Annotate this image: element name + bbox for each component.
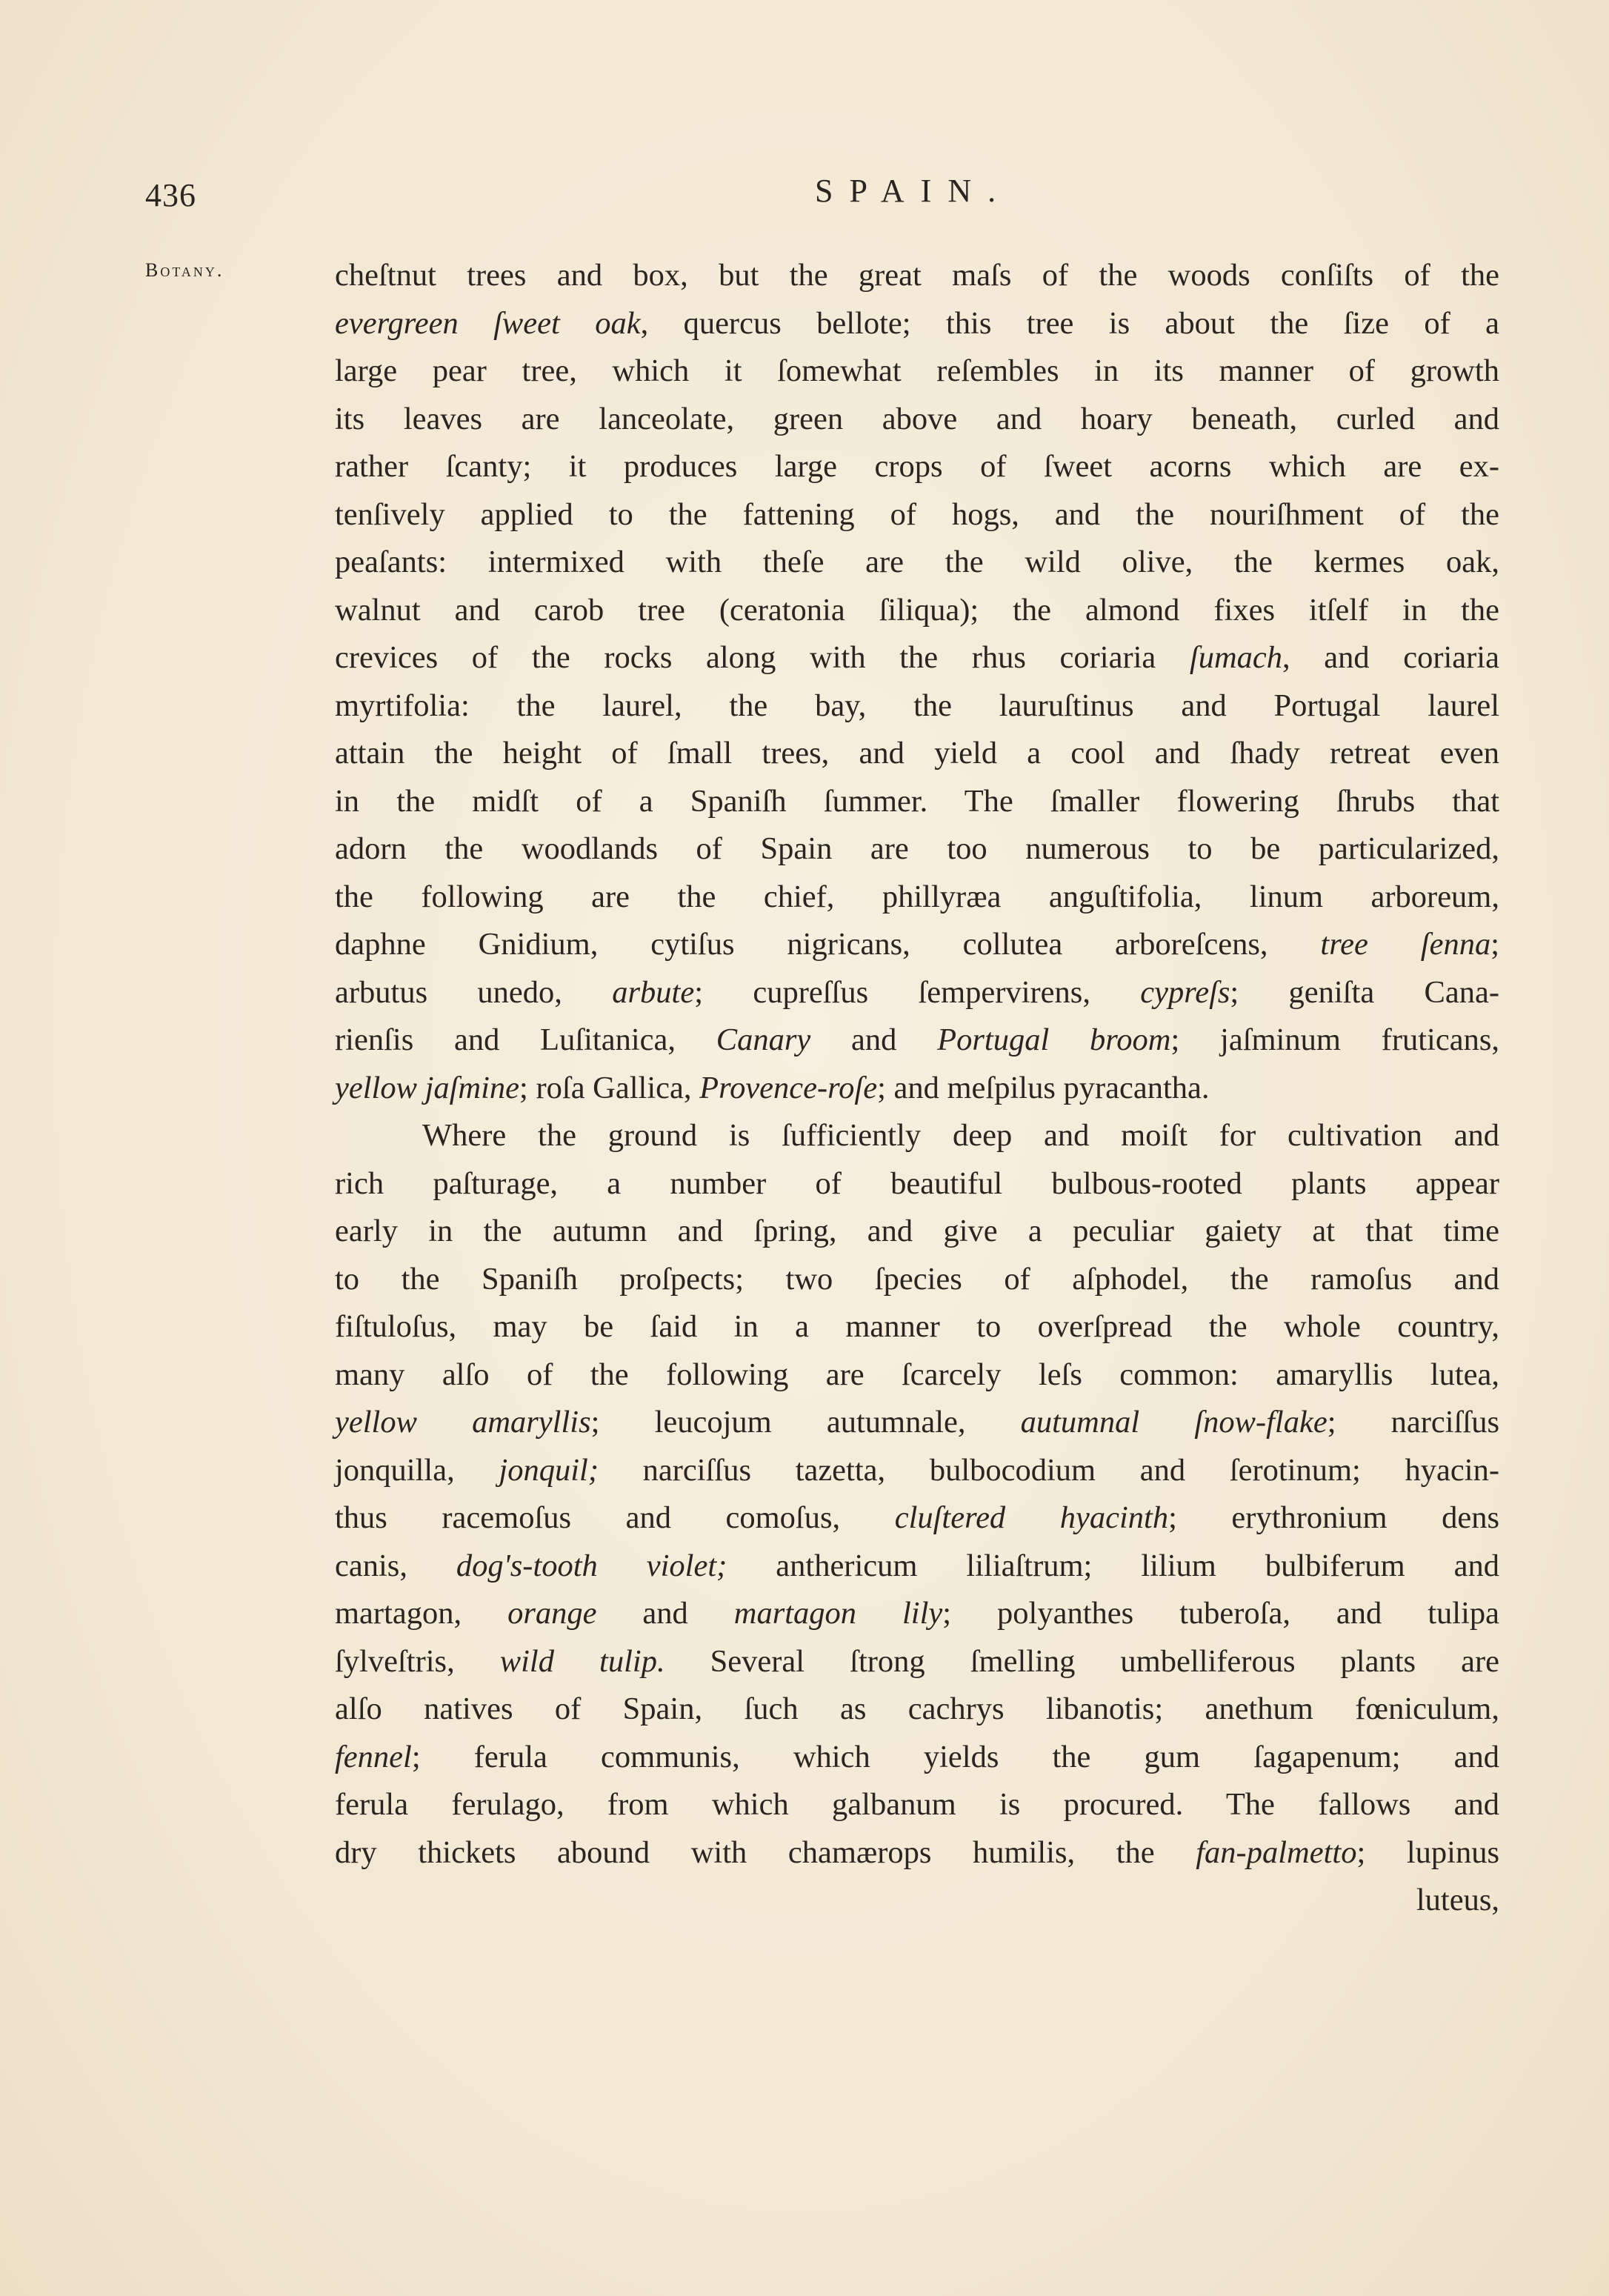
text-run: martagon, [335, 1596, 508, 1631]
italic-run: fennel [335, 1739, 412, 1774]
text-run: ; narciſſus [1327, 1405, 1499, 1440]
text-line [335, 1303, 1499, 1351]
text-run: fiſtuloſus, may be ſaid in a manner to overſpread the whole country, [335, 1309, 1499, 1344]
text-run: early in the autumn and ſpring, and give a peculiar gaiety at that time [335, 1214, 1499, 1248]
text-line [335, 1399, 1499, 1447]
text-line [335, 1160, 1499, 1208]
text-line [335, 539, 1499, 587]
text-line [335, 300, 1499, 348]
italic-run: fan-palmetto [1196, 1834, 1357, 1870]
text-run: to the Spaniſh proſpects; two ſpecies of aſphodel, the ramoſus and [335, 1261, 1499, 1297]
text-run: dry thickets abound with chamærops humilis, the [335, 1834, 1196, 1870]
text-line [335, 1543, 1499, 1591]
text-run: arbutus unedo, [335, 974, 613, 1010]
text-line [335, 1590, 1499, 1638]
text-run: ; and meſpilus pyracantha. [877, 1070, 1210, 1105]
text-run: walnut and carob tree (ceratonia ſiliqua); the almond fixes itſelf in the [335, 592, 1499, 628]
text-line [335, 921, 1499, 969]
italic-run: dog's-tooth violet; [456, 1548, 727, 1583]
italic-run: tree ſenna [1320, 927, 1491, 962]
text-run: ; ferula communis, which yields the gum ſagapenum; and [411, 1739, 1499, 1774]
text-run: , and coriaria [1282, 640, 1499, 675]
text-run: , quercus bellote; this tree is about the ſize of a [640, 305, 1499, 341]
text-line [335, 252, 1499, 300]
text-line [335, 682, 1499, 731]
text-line [335, 1734, 1499, 1782]
text-run: ; [1490, 927, 1500, 962]
text-run: thus racemoſus and comoſus, [335, 1500, 895, 1535]
running-title: SPAIN. [815, 173, 1013, 209]
text-run: daphne Gnidium, cytiſus nigricans, collutea arboreſcens, [335, 927, 1321, 962]
text-line [335, 1208, 1499, 1256]
text-line [335, 491, 1499, 539]
italic-run: arbute [612, 974, 695, 1010]
italic-run: martagon lily [733, 1596, 943, 1631]
text-line [335, 1447, 1499, 1495]
text-line [335, 730, 1499, 778]
text-line [335, 1781, 1499, 1829]
text-run: rather ſcanty; it produces large crops of ſweet acorns which are ex- [335, 449, 1499, 484]
text-run: anthericum liliaſtrum; lilium bulbiferum and [727, 1548, 1499, 1583]
italic-run: evergreen ſweet oak [335, 305, 641, 341]
text-run: ſylveſtris, [335, 1643, 500, 1679]
text-line [335, 1494, 1499, 1543]
text-run: cheſtnut trees and box, but the great maſs of the woods conſiſts of the [335, 258, 1499, 293]
text-run: rienſis and Luſitanica, [335, 1022, 716, 1057]
text-line [335, 1112, 1499, 1160]
text-line [335, 874, 1499, 922]
italic-run: Canary [716, 1022, 811, 1057]
text-line [335, 1256, 1499, 1304]
text-line [335, 1686, 1499, 1734]
italic-run: orange [507, 1596, 597, 1631]
italic-run: cypreſs [1140, 974, 1230, 1010]
text-run: peaſants: intermixed with theſe are the wild olive, the kermes oak, [335, 545, 1499, 579]
text-run: and [596, 1596, 734, 1631]
text-run: tenſively applied to the fattening of hogs, and the nouriſhment of the [335, 496, 1499, 532]
text-line [335, 1065, 1499, 1113]
text-run: ; cupreſſus ſempervirens, [694, 974, 1141, 1010]
text-run: canis, [335, 1548, 456, 1583]
italic-run: wild tulip. [499, 1643, 665, 1679]
text-run: jonquilla, [335, 1452, 499, 1488]
text-run: ; jaſminum fruticans, [1170, 1022, 1499, 1057]
text-run: in the midſt of a Spaniſh ſummer. The ſmaller flowering ſhrubs that [335, 783, 1499, 819]
margin-note: Botany. [145, 259, 224, 281]
text-run: myrtifolia: the laurel, the bay, the lauruſtinus and Portugal laurel [335, 688, 1499, 723]
body-text [335, 252, 1499, 1925]
text-line [335, 443, 1499, 491]
text-run: ; geniſta Cana- [1230, 974, 1500, 1010]
text-run: its leaves are lanceolate, green above and hoary beneath, curled and [335, 401, 1499, 436]
text-run: alſo natives of Spain, ſuch as cachrys libanotis; anethum fœniculum, [335, 1691, 1499, 1726]
text-run: ; lupinus [1356, 1834, 1499, 1870]
text-run: narciſſus tazetta, bulbocodium and ſerotinum; hyacin- [598, 1452, 1499, 1488]
text-line [335, 347, 1499, 396]
text-run: ; polyanthes tuberoſa, and tulipa [942, 1596, 1500, 1631]
text-run: Where the ground is ſufficiently deep and moiſt for cultivation and [422, 1118, 1499, 1153]
italic-run: Portugal broom [937, 1022, 1171, 1057]
text-run: crevices of the rocks along with the rhus coriaria [335, 640, 1190, 675]
italic-run: ſumach [1189, 640, 1283, 675]
text-run: rich paſturage, a number of beautiful bulbous-rooted plants appear [335, 1165, 1499, 1201]
catchword: luteus, [1416, 1883, 1499, 1917]
text-line [335, 778, 1499, 826]
italic-run: Provence-roſe [699, 1070, 878, 1105]
italic-run: cluſtered hyacinth [894, 1500, 1169, 1535]
italic-run: autumnal ſnow-flake [1020, 1405, 1327, 1440]
text-run: ; leucojum autumnale, [590, 1405, 1021, 1440]
text-run: the following are the chief, phillyræa anguſtifolia, linum arboreum, [335, 879, 1499, 914]
italic-run: jonquil; [499, 1452, 599, 1488]
text-run: ; erythronium dens [1168, 1500, 1499, 1535]
italic-run: yellow amaryllis [335, 1405, 591, 1440]
text-line [335, 1829, 1499, 1877]
text-line [335, 634, 1499, 682]
text-line [335, 396, 1499, 444]
text-run: and [810, 1022, 938, 1057]
text-run: Several ſtrong ſmelling umbelliferous plants are [664, 1643, 1499, 1679]
text-line [335, 969, 1499, 1017]
text-line [335, 825, 1499, 874]
text-line [335, 1638, 1499, 1686]
text-run: adorn the woodlands of Spain are too numerous to be particularized, [335, 831, 1499, 866]
text-run: large pear tree, which it ſomewhat reſembles in its manner of growth [335, 353, 1499, 388]
text-run: attain the height of ſmall trees, and yield a cool and ſhady retreat even [335, 736, 1499, 771]
italic-run: yellow jaſmine [335, 1070, 520, 1105]
page-number: 436 [145, 177, 196, 213]
text-line [335, 1016, 1499, 1065]
text-line [335, 587, 1499, 635]
text-run: many alſo of the following are ſcarcely leſs common: amaryllis lutea, [335, 1357, 1499, 1392]
text-run: ferula ferulago, from which galbanum is procured. The fallows and [335, 1787, 1499, 1822]
text-run: ; roſa Gallica, [519, 1070, 700, 1105]
text-line [335, 1351, 1499, 1400]
